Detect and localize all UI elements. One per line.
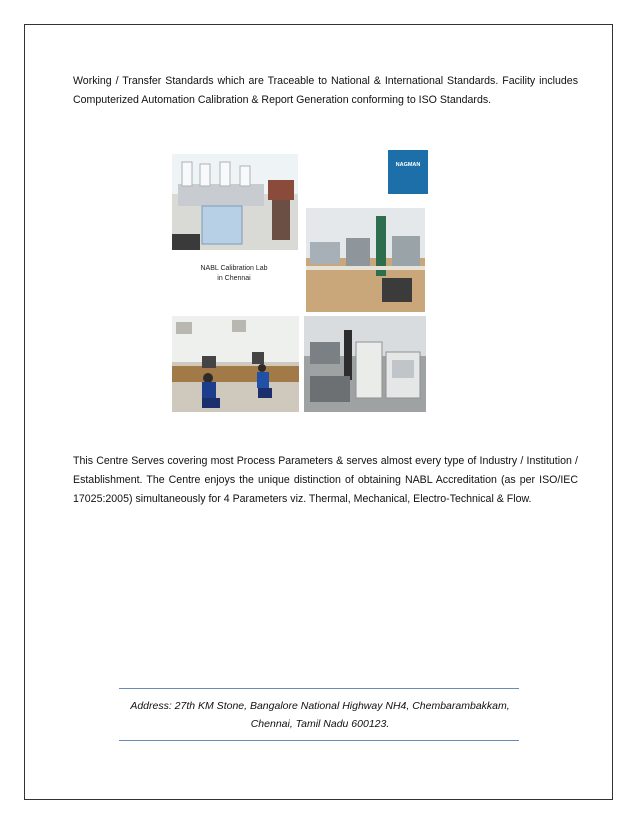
address-divider-bottom <box>119 740 519 741</box>
lab-photo-benches <box>172 154 298 250</box>
company-logo <box>388 150 428 194</box>
caption-line-1: NABL Calibration Lab <box>200 265 268 272</box>
page-border <box>24 24 613 800</box>
address-line-2: Chennai, Tamil Nadu 600123. <box>250 718 390 730</box>
services-paragraph: This Centre Serves covering most Process Parameters & serves almost every type of Industry / Institution / Establishment. The Centre enjoys the unique distinction of obtaining NABL Accreditation (as per ISO/IEC 17025:2005) simultaneously for 4 Parameters viz. Thermal, Mechanical, Electro-Technical & Flow. <box>73 455 578 505</box>
logo-text: NAGMAN <box>395 162 421 168</box>
address-divider-top <box>119 688 519 689</box>
lab-photo-technicians <box>172 316 299 412</box>
address-line-1: Address: 27th KM Stone, Bangalore National Highway NH4, Chembarambakkam, <box>130 700 510 712</box>
lab-photo-chambers <box>304 316 426 412</box>
collage-caption <box>170 264 298 284</box>
address-block <box>118 697 522 733</box>
intro-paragraph: Working / Transfer Standards which are Traceable to National & International Standards. Facility includes Computerized Automation Calibration & Report Generation conforming to ISO Standards. <box>73 75 578 106</box>
caption-line-2: in Chennai <box>217 275 251 282</box>
lab-photo-equipment <box>306 208 425 312</box>
lab-photo-collage <box>166 146 428 412</box>
